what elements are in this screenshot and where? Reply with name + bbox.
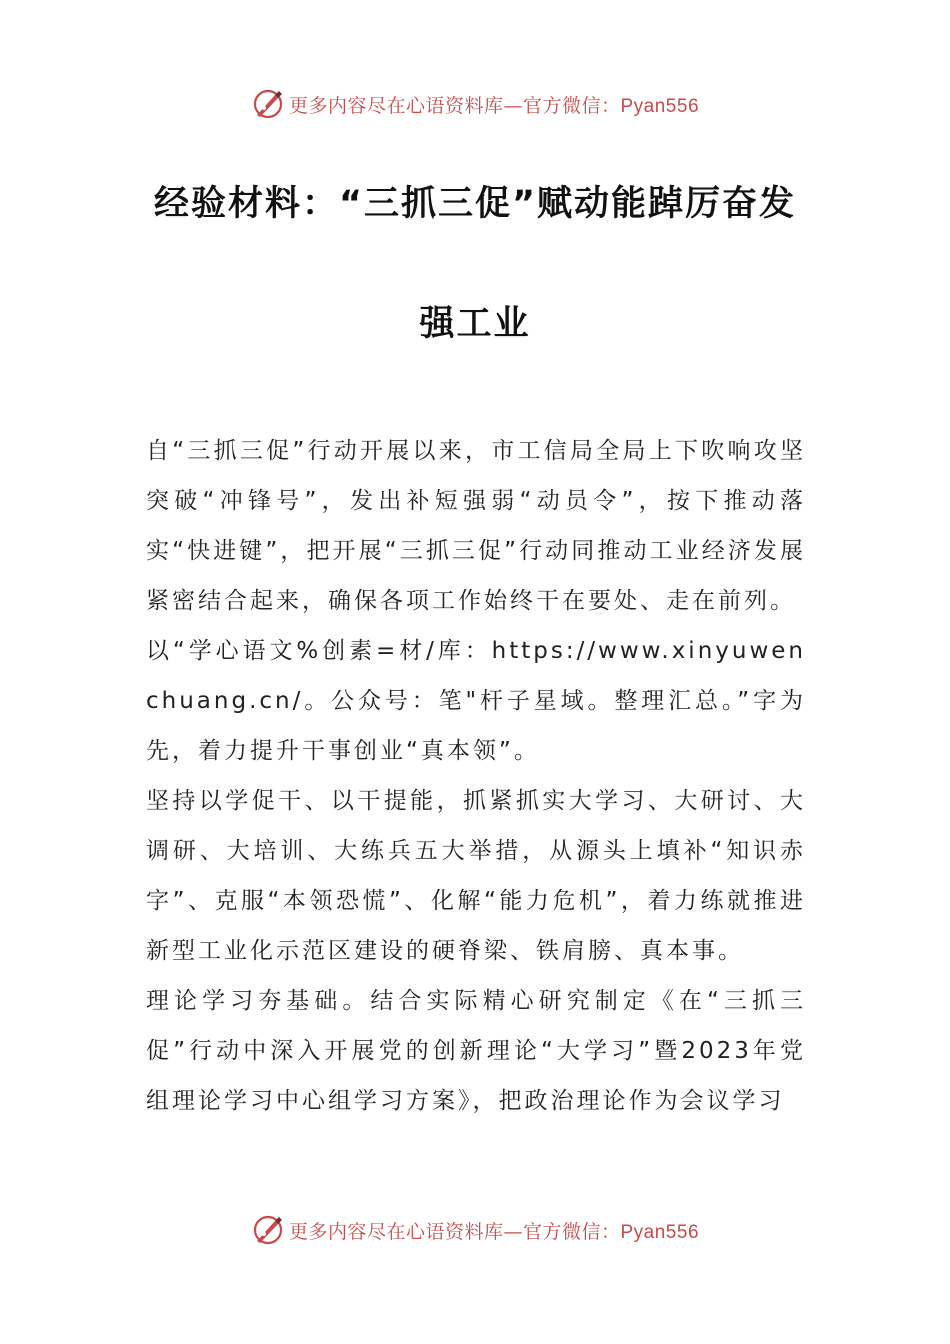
pen-circle-logo-icon — [251, 1213, 285, 1247]
body-paragraph-4: 理论学习夯基础。结合实际精心研究制定《在“三抓三促”行动中深入开展党的创新理论“大学习”暨2023年党组理论学习中心组学习方案》，把政治理论作为会议学习 — [146, 988, 806, 1114]
footer-site-text: 更多内容尽在心语资料库 — [288, 1220, 504, 1243]
footer-wechat-id: Pyan556 — [620, 1221, 700, 1243]
footer-banner-text — [289, 1217, 699, 1244]
header-watermark-banner — [0, 84, 950, 124]
body-paragraph-3: 坚持以学促干、以干提能，抓紧抓实大学习、大研讨、大调研、大培训、大练兵五大举措，从源头上填补“知识赤字”、克服“本领恐慌”、化解“能力危机”，着力练就推进新型工业化示范区建设的硬脊梁、铁肩膀、真本事。 — [146, 788, 806, 964]
body-paragraph-1: 自“三抓三促”行动开展以来，市工信局全局上下吹响攻坚突破“冲锋号”，发出补短强弱“动员令”，按下推动落实“快进键”，把开展“三抓三促”行动同推动工业经济发展紧密结合起来，确保各项工作始终干在要处、走在前列。 — [146, 438, 806, 614]
footer-wechat-label: 官方微信： — [522, 1220, 621, 1243]
document-title-line-2: 强工业 — [419, 304, 531, 344]
header-wechat-id: Pyan556 — [620, 95, 700, 117]
pen-circle-logo-icon — [251, 87, 285, 121]
footer-watermark-banner — [0, 1210, 950, 1250]
body-paragraph-2: 以“学心语文%创素=材/库：https://www.xinyuwenchuang.cn/。公众号：笔"杆子星域。整理汇总。”字为先，着力提升干事创业“真本领”。 — [146, 638, 806, 764]
document-title-line-1: 经验材料：“三抓三促”赋动能踔厉奋发 — [153, 184, 796, 224]
header-dash: — — [503, 94, 523, 117]
header-banner-text — [289, 91, 699, 118]
document-body — [146, 426, 806, 1126]
header-site-text: 更多内容尽在心语资料库 — [288, 94, 504, 117]
header-wechat-label: 官方微信： — [522, 94, 621, 117]
footer-dash: — — [503, 1220, 523, 1243]
